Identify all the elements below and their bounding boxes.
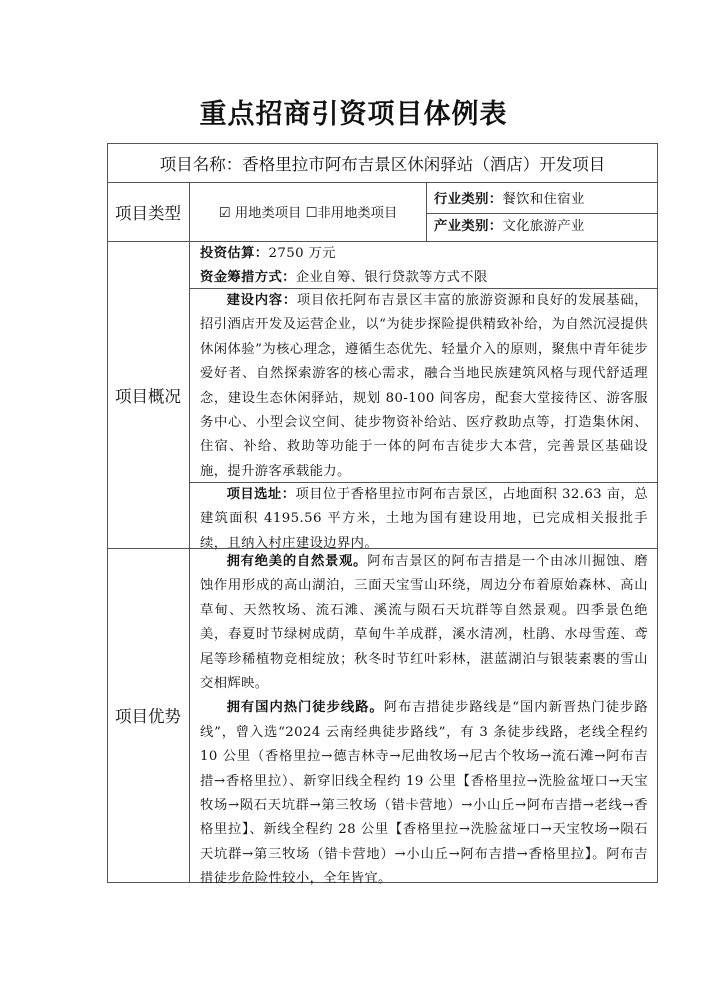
divider	[107, 548, 658, 549]
construction-value: 项目依托阿布吉景区丰富的旅游资源和良好的发展基础，招引酒店开发及运营企业，以“为徒步探险提供精致补给，为自然沉浸提供休闲体验”为核心理念，遵循生态优先、轻量介入的原则，聚焦中青年徒步爱好者、自然探索游客的核心需求，融合当地民族建筑风格与现代舒适理念，建设生态休闲驿站，规划 80-100 间客房，配套大堂接待区、游客服务中心、小型会议空间、徒步物资补给站、医疗救助点等，打造集休闲、住宿、补给、救助等功能于一体的阿布吉徒步大本营，完善景区基础设施，提升游客承载能力。	[200, 293, 649, 479]
advantage-item	[200, 550, 648, 696]
site-value: 项目位于香格里拉市阿布吉景区，占地面积 32.63 亩，总建筑面积 4195.56 平方米，土地为国有建设用地，已完成相关报批手续，且纳入村庄建设边界内。	[200, 487, 648, 551]
project-name-row	[107, 143, 658, 183]
construction-content	[190, 289, 657, 482]
land-type-checkboxes: ☑ 用地类项目 ☐非用地类项目	[218, 206, 398, 221]
funding-label: 资金筹措方式：	[200, 270, 296, 286]
advantages-content	[190, 550, 657, 887]
project-name-label: 项目名称：	[159, 155, 243, 174]
advantage-text: 阿布吉措徒步路线是“国内新晋热门徒步路线”，曾入选“2024 云南经典徒步路线”，有 3 条徒步线路，老线全程约 10 公里（香格里拉→德吉林寺→尼曲牧场→尼古个牧场→流石滩→阿布吉措→香格里拉）、新穿旧线全程约 19 公里【香格里拉→洗脸盆垭口→天宝牧场→陨石天坑群→第三牧场（错卡营地）→小山丘→阿布吉措→老线→香格里拉】、新线全程约 28 公里【香格里拉→洗脸盆垭口→天宝牧场→陨石天坑群→第三牧场（错卡营地）→小山丘→阿布吉措→香格里拉】。阿布吉措徒步危险性较小，全年皆宜。	[200, 700, 648, 887]
funding-value: 企业自筹、银行贷款等方式不限	[295, 270, 488, 286]
investment-value: 2750 万元	[268, 246, 336, 261]
advantage-item	[200, 696, 648, 891]
site-label: 项目选址：	[226, 487, 296, 502]
project-type-label: 项目类型	[115, 203, 181, 223]
divider	[426, 213, 658, 214]
page-title: 重点招商引资项目体例表	[199, 99, 508, 130]
project-name-value: 香格里拉市阿布吉景区休闲驿站（酒店）开发项目	[242, 155, 606, 174]
industry-value: 餐饮和住宿业	[502, 192, 585, 207]
industry-label: 行业类别：	[434, 192, 503, 207]
construction-label: 建设内容：	[226, 293, 297, 308]
industry-category	[427, 188, 657, 213]
sector-category	[427, 215, 657, 240]
land-type-options	[190, 182, 426, 241]
investment-info	[190, 242, 657, 288]
site-location	[190, 483, 657, 551]
investment-label: 投资估算：	[200, 246, 269, 261]
advantage-heading: 拥有国内热门徒步线路。	[226, 700, 384, 716]
advantage-heading: 拥有绝美的自然景观。	[226, 554, 368, 569]
overview-label: 项目概况	[115, 386, 181, 406]
sector-label: 产业类别：	[434, 219, 503, 234]
sector-value: 文化旅游产业	[502, 219, 585, 234]
advantages-label: 项目优势	[115, 707, 181, 726]
advantage-text: 阿布吉景区的阿布吉措是一个由冰川掘蚀、磨蚀作用形成的高山湖泊，三面天宝雪山环绕，周边分布着原始森林、高山草甸、天然牧场、流石滩、溪流与陨石天坑群等自然景观。四季景色绝美，春夏时节绿树成荫，草甸牛羊成群，溪水清冽，杜鹃、水母雪莲、鸢尾等珍稀植物竞相绽放；秋冬时节红叶彩林，湛蓝湖泊与银装素裹的雪山交相辉映。	[200, 554, 649, 692]
